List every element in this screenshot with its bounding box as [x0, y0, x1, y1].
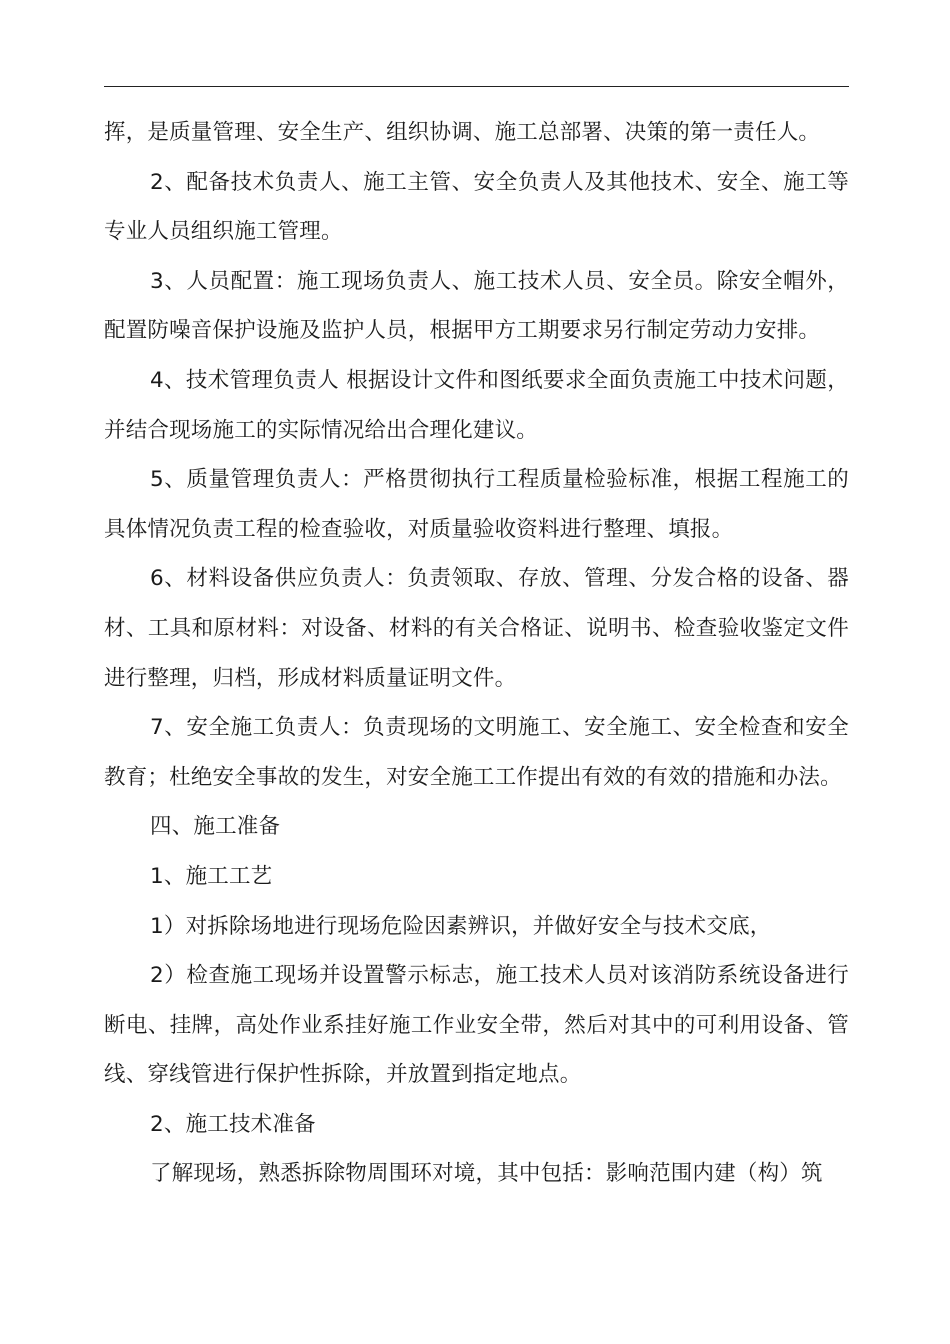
paragraph: 5、质量管理负责人：严格贯彻执行工程质量检验标准，根据工程施工的具体情况负责工程的检查验收，对质量验收资料进行整理、填报。 [104, 467, 849, 542]
document-body [104, 108, 849, 1199]
header-rule [104, 86, 849, 87]
paragraph: 6、材料设备供应负责人：负责领取、存放、管理、分发合格的设备、器材、工具和原材料：对设备、材料的有关合格证、说明书、检查验收鉴定文件进行整理，归档，形成材料质量证明文件。 [104, 566, 849, 691]
paragraph: 2、配备技术负责人、施工主管、安全负责人及其他技术、安全、施工等专业人员组织施工管理。 [104, 169, 849, 245]
paragraph: 2）检查施工现场并设置警示标志，施工技术人员对该消防系统设备进行断电、挂牌，高处作业系挂好施工作业安全带，然后对其中的可利用设备、管线、穿线管进行保护性拆除，并放置到指定地点。 [104, 963, 849, 1088]
section-heading: 四、施工准备 [150, 814, 281, 840]
paragraph: 挥，是质量管理、安全生产、组织协调、施工总部署、决策的第一责任人。 [104, 120, 821, 145]
paragraph: 4、技术管理负责人 根据设计文件和图纸要求全面负责施工中技术问题，并结合现场施工的实际情况给出合理化建议。 [104, 367, 849, 443]
subsection-heading: 2、施工技术准备 [150, 1111, 316, 1137]
paragraph: 了解现场，熟悉拆除物周围环对境，其中包括：影响范围内建（构）筑 [150, 1161, 823, 1187]
subsection-heading: 1、施工工艺 [150, 863, 273, 889]
paragraph: 1）对拆除场地进行现场危险因素辨识，并做好安全与技术交底， [150, 913, 772, 939]
paragraph: 7、安全施工负责人：负责现场的文明施工、安全施工、安全检查和安全教育；杜绝安全事故的发生，对安全施工工作提出有效的有效的措施和办法。 [104, 715, 849, 790]
paragraph: 3、人员配置：施工现场负责人、施工技术人员、安全员。除安全帽外，配置防噪音保护设施及监护人员，根据甲方工期要求另行制定劳动力安排。 [104, 268, 849, 344]
